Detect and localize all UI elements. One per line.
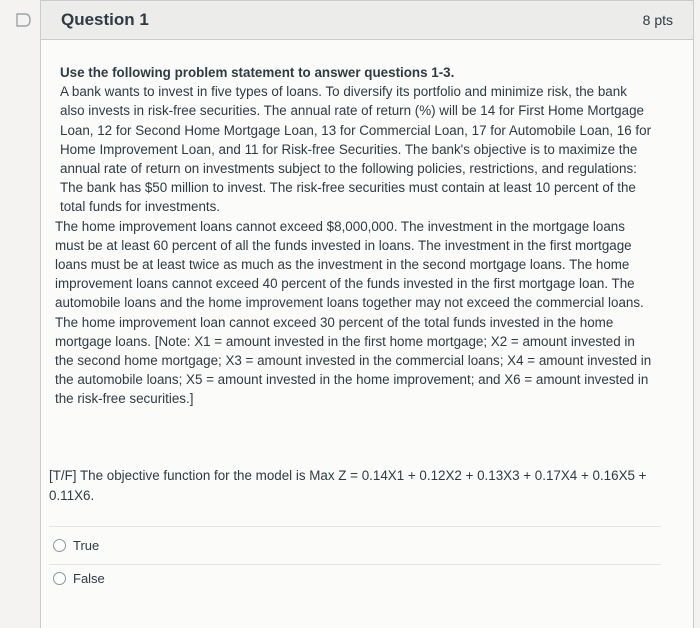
problem-statement: [55, 63, 655, 409]
radio-true[interactable]: [53, 539, 66, 552]
question-card: [40, 0, 694, 628]
flag-question-icon[interactable]: [8, 6, 40, 34]
question-prompt: [T/F] The objective function for the model is Max Z = 0.14X1 + 0.12X2 + 0.13X3 + 0.17X4 + 0.16X5 + 0.11X6.: [49, 468, 647, 503]
answer-false[interactable]: [53, 571, 105, 586]
question-title: Question 1: [61, 10, 149, 29]
problem-paragraph-2: The home improvement loans cannot exceed $8,000,000. The investment in the mortgage loans must be at least 60 percent of all the funds invested in loans. The investment in the first mortgage loans must be at least twice as much as the investment in the second mortgage loans. The home improvement loans cannot exceed 40 percent of the funds invested in the first mortgage loan. The automobile loans and the home improvement loans together may not exceed the commercial loans. The home improvement loan cannot exceed 30 percent of the total funds invested in the home mortgage loans. [Note: X1 = amount invested in the first home mortgage; X2 = amount invested in the second home mortgage; X3 = amount invested in the commercial loans; X4 = amount invested in the automobile loans; X5 = amount invested in the home improvement; and X6 = amount invested in the risk-free securities.]: [55, 218, 652, 407]
problem-lead: Use the following problem statement to answer questions 1-3.: [60, 65, 455, 80]
answer-true[interactable]: [53, 538, 99, 553]
answer-false-label: False: [73, 571, 105, 586]
problem-paragraph-1: A bank wants to invest in five types of loans. To diversify its portfolio and minimize risk, the bank also invests in risk-free securities. The annual rate of return (%) will be 14 for First Home Mortgage Loan, 12 for Second Home Mortgage Loan, 13 for Commercial Loan, 17 for Automobile Loan, 16 for Home Improvement Loan, and 11 for Risk-free Securities. The bank's objective is to maximize the annual rate of return on investments subject to the following policies, restrictions, and regulations: The bank has $50 million to invest. The risk-free securities must contain at least 10 percent of the total funds for investments.: [60, 84, 652, 215]
answer-divider-top: [49, 526, 661, 527]
radio-false[interactable]: [53, 572, 66, 585]
answer-true-label: True: [73, 538, 100, 553]
question-points: 8 pts: [642, 12, 673, 28]
answer-divider-middle: [49, 564, 661, 565]
question-header: [41, 0, 693, 40]
